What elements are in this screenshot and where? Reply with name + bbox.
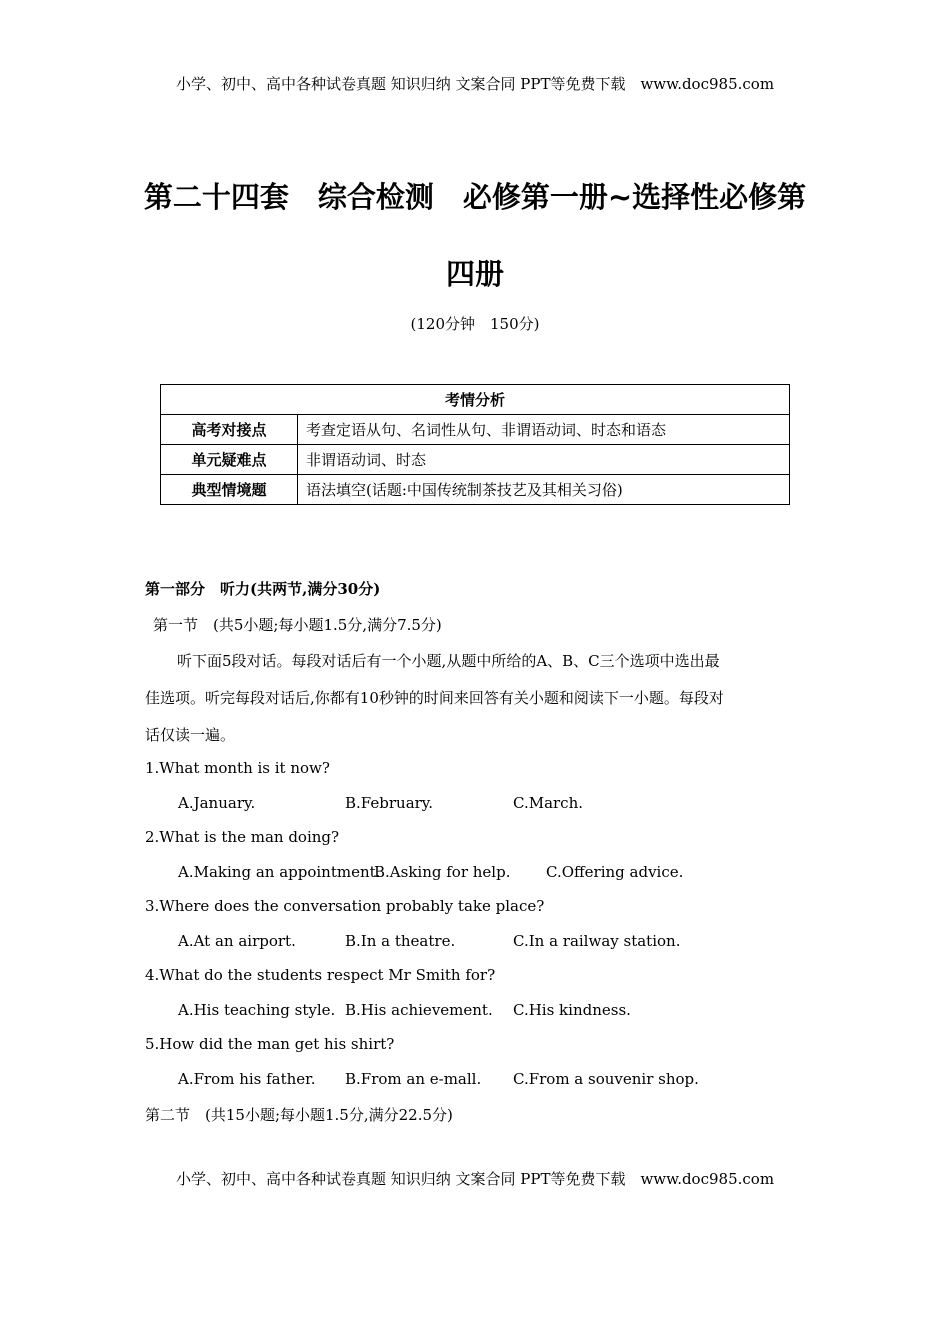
option-c: C.Offering advice. xyxy=(546,863,684,881)
instruction-line: 听下面5段对话。每段对话后有一个小题,从题中所给的A、B、C三个选项中选出最 xyxy=(177,652,720,670)
section-2-title: 第二节 (共15小题;每小题1.5分,满分22.5分) xyxy=(145,1106,453,1124)
table-row-key: 单元疑难点 xyxy=(161,445,298,475)
instruction-line: 话仅读一遍。 xyxy=(145,726,236,744)
table-row-value: 语法填空(话题:中国传统制茶技艺及其相关习俗) xyxy=(298,475,790,505)
table-row xyxy=(161,415,790,445)
table-row xyxy=(161,475,790,505)
page-footer: 小学、初中、高中各种试卷真题 知识归纳 文案合同 PPT等免费下载 www.doc985.com xyxy=(175,1170,775,1188)
part-1-title: 第一部分 听力(共两节,满分30分) xyxy=(145,580,381,598)
option-b: B.From an e-mall. xyxy=(345,1070,482,1088)
question-text: 3.Where does the conversation probably take place? xyxy=(145,897,545,915)
option-b: B.In a theatre. xyxy=(345,932,456,950)
question-text: 5.How did the man get his shirt? xyxy=(145,1035,395,1053)
question-text: 4.What do the students respect Mr Smith for? xyxy=(145,966,496,984)
table-row xyxy=(161,445,790,475)
option-a: A.January. xyxy=(178,794,256,812)
analysis-table xyxy=(160,384,790,505)
question-text: 1.What month is it now? xyxy=(145,759,330,777)
page-header: 小学、初中、高中各种试卷真题 知识归纳 文案合同 PPT等免费下载 www.doc985.com xyxy=(175,75,775,93)
option-c: C.From a souvenir shop. xyxy=(513,1070,699,1088)
instruction-line: 佳选项。听完每段对话后,你都有10秒钟的时间来回答有关小题和阅读下一小题。每段对 xyxy=(145,689,724,707)
option-b: B.His achievement. xyxy=(345,1001,493,1019)
table-row-key: 高考对接点 xyxy=(161,415,298,445)
table-header-row xyxy=(161,385,790,415)
table-heading: 考情分析 xyxy=(161,385,790,415)
option-a: A.Making an appointment. xyxy=(178,863,381,881)
exam-duration-score: (120分钟 150分) xyxy=(410,315,540,333)
option-b: B.Asking for help. xyxy=(374,863,511,881)
page-title-line-2: 四册 xyxy=(445,257,504,291)
option-a: A.At an airport. xyxy=(178,932,296,950)
table-row-value: 考查定语从句、名词性从句、非谓语动词、时态和语态 xyxy=(298,415,790,445)
option-b: B.February. xyxy=(345,794,434,812)
option-c: C.In a railway station. xyxy=(513,932,681,950)
question-text: 2.What is the man doing? xyxy=(145,828,340,846)
option-a: A.His teaching style. xyxy=(178,1001,336,1019)
section-1-title: 第一节 (共5小题;每小题1.5分,满分7.5分) xyxy=(153,616,442,634)
option-a: A.From his father. xyxy=(178,1070,316,1088)
table-row-key: 典型情境题 xyxy=(161,475,298,505)
option-c: C.March. xyxy=(513,794,584,812)
page-title-line-1: 第二十四套 综合检测 必修第一册~选择性必修第 xyxy=(143,180,807,214)
table-row-value: 非谓语动词、时态 xyxy=(298,445,790,475)
option-c: C.His kindness. xyxy=(513,1001,631,1019)
